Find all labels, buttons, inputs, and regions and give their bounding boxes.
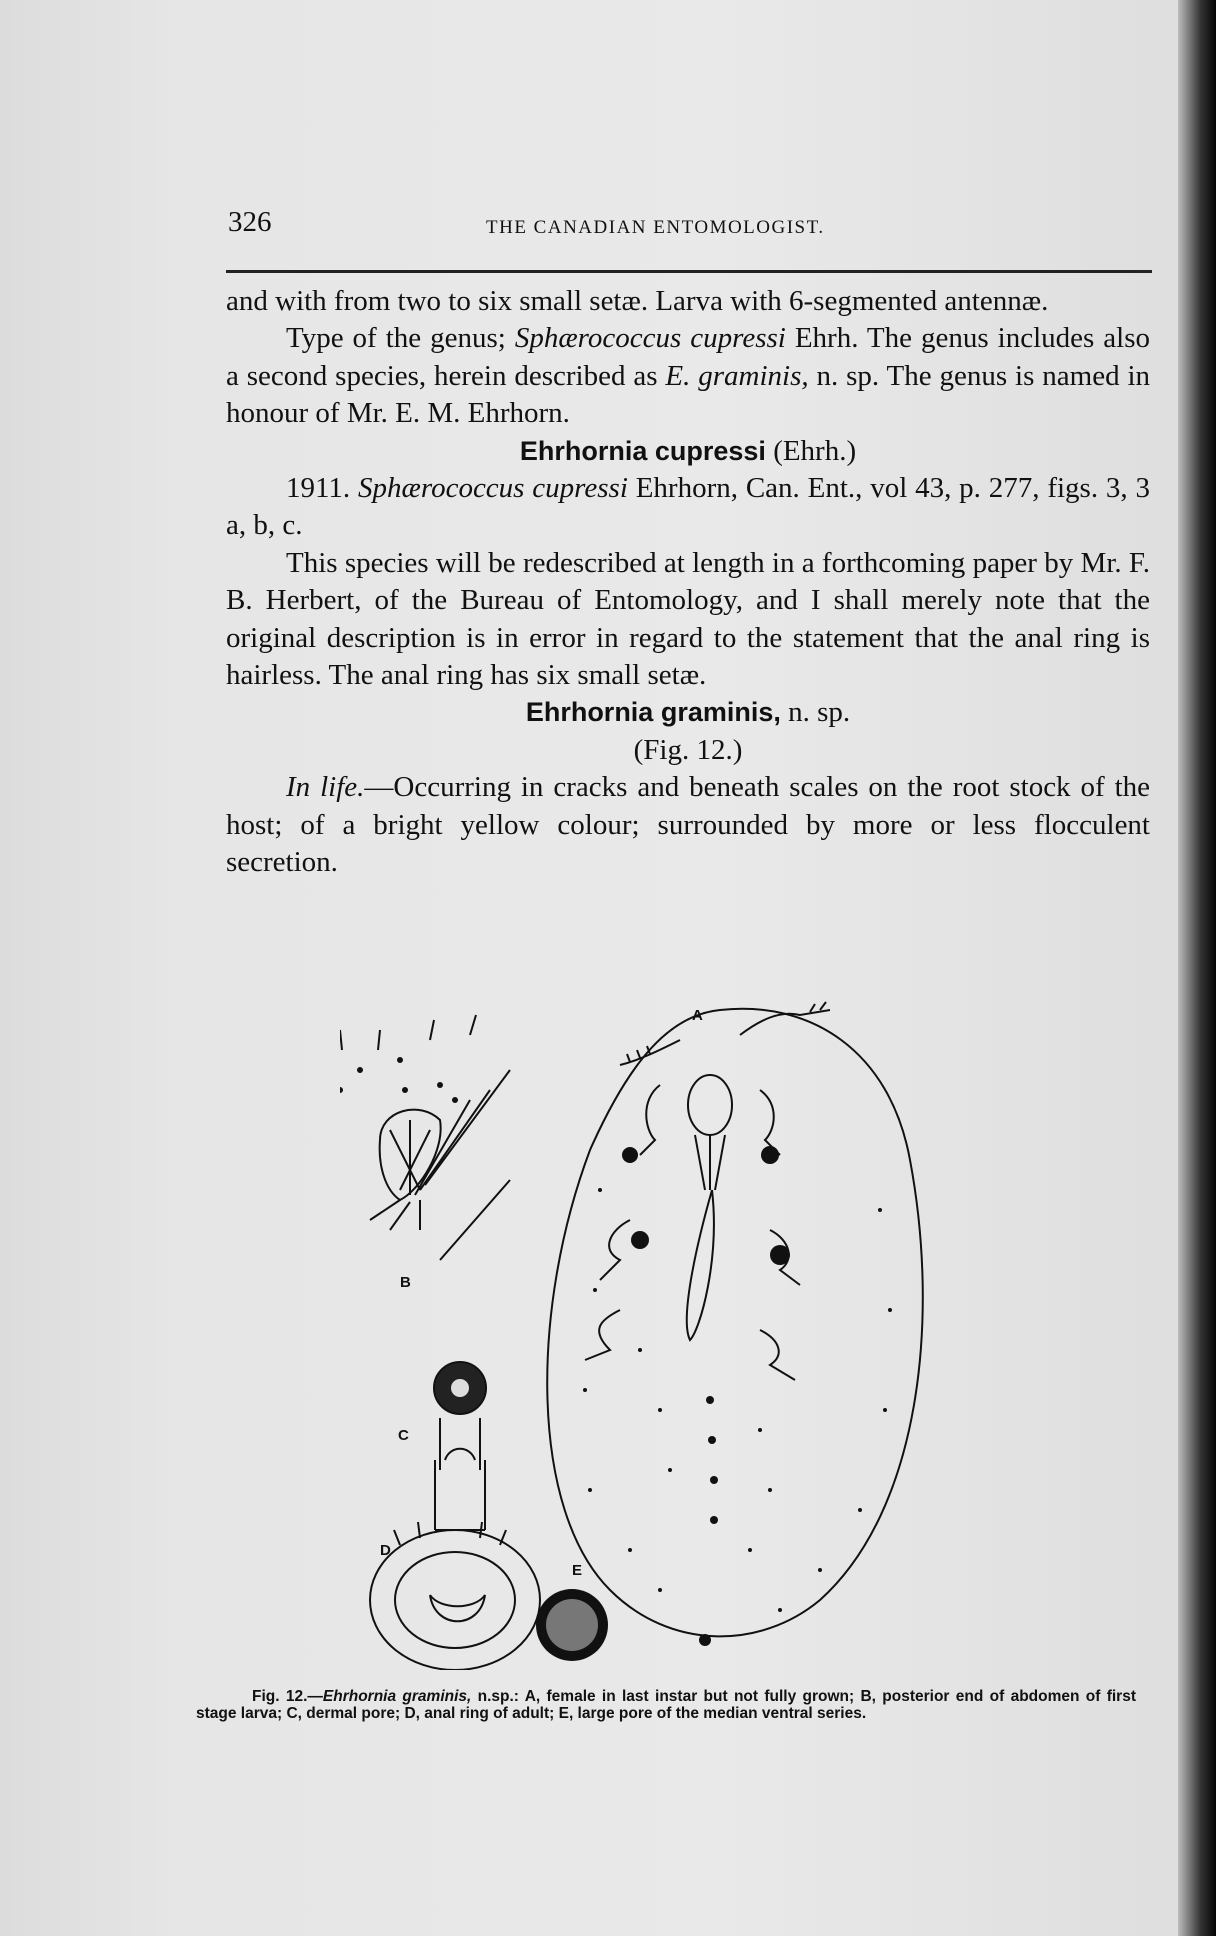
text-run: —Occurring in cracks and beneath scales on the root stock of the host; of a bright yellow colour; surrounded by more or less flocculent secretion.: [226, 771, 1151, 879]
label-a: A: [692, 1007, 703, 1024]
leg-1-left: [640, 1085, 660, 1155]
text-run: n. sp. The genus is named in honour of Mr. E. M. Ehrhorn.: [226, 359, 1151, 430]
book-gutter-shadow: [1178, 0, 1216, 1936]
page-number: 326: [228, 206, 272, 238]
paragraph-in-life: [226, 769, 1150, 881]
heading-ehrhornia-graminis: [226, 694, 1150, 731]
italic-species-name: E. graminis,: [665, 359, 809, 392]
paragraph-type-of-genus: [226, 320, 1150, 432]
label-e: E: [572, 1562, 583, 1579]
figure-caption: [196, 1688, 1136, 1722]
body-text: [226, 283, 1150, 882]
heading-authority: (Ehrh.): [765, 434, 857, 467]
paragraph-genus-description: and with from two to six small setæ. Larva with 6-segmented antennæ.: [226, 285, 1049, 317]
label-d: D: [380, 1542, 391, 1559]
text-run: Type of the genus;: [286, 322, 515, 355]
text-run: Ehrh. The genus includes also a second species, herein described as: [226, 322, 1150, 392]
leg-1-right: [760, 1090, 780, 1155]
heading-ehrhornia-cupressi: [226, 433, 1150, 470]
header-rule: [226, 270, 1152, 273]
italic-species-name: Sphærococcus cupressi: [514, 322, 786, 355]
caption-species-name: Ehrhornia graminis,: [322, 1688, 472, 1705]
text-run: Ehrhorn, Can. Ent., vol 43, p. 277, figs. 3, 3 a, b, c.: [226, 472, 1150, 542]
caption-figure-number: Fig. 12.—: [252, 1688, 323, 1705]
italic-species-name: Sphærococcus cupressi: [358, 472, 628, 505]
leg-3-right: [760, 1330, 795, 1380]
text-run: 1911.: [286, 472, 359, 505]
heading-authority: n. sp.: [780, 696, 851, 729]
figure-12-illustration: [340, 990, 970, 1670]
label-c: C: [398, 1427, 409, 1444]
leg-2-left: [600, 1220, 630, 1280]
italic-run-in-heading: In life.: [286, 771, 365, 804]
figure-reference: (Fig. 12.): [633, 733, 743, 766]
running-title: THE CANADIAN ENTOMOLOGIST.: [486, 217, 825, 238]
caption-text: n.sp.: A, female in last instar but not fully grown; B, posterior end of abdomen of first stage larva; C, dermal pore; D, anal ring of adult; E, large pore of the median ventral series.: [196, 1688, 1136, 1722]
paragraph-citation: [226, 470, 1150, 545]
page-header: [226, 206, 1152, 246]
heading-species-name: Ehrhornia cupressi: [519, 435, 766, 466]
female-body-outline: [547, 1009, 923, 1637]
antenna-right: [740, 1002, 830, 1035]
mouthparts: [688, 1075, 732, 1135]
antenna-left: [620, 1040, 680, 1065]
leg-3-left: [585, 1310, 620, 1360]
label-b: B: [400, 1274, 411, 1291]
paragraph-redescription-note: This species will be redescribed at length in a forthcoming paper by Mr. F. B. Herbert, of the Bureau of Entomology, and I shall merely note that the original description is in error in regard to the statement that the anal ring is hairless. The anal ring has six small setæ.: [226, 546, 1150, 692]
heading-species-name: Ehrhornia graminis,: [525, 697, 781, 728]
scale-insect-drawing: [340, 990, 970, 1670]
rostral-loop: [687, 1190, 714, 1340]
